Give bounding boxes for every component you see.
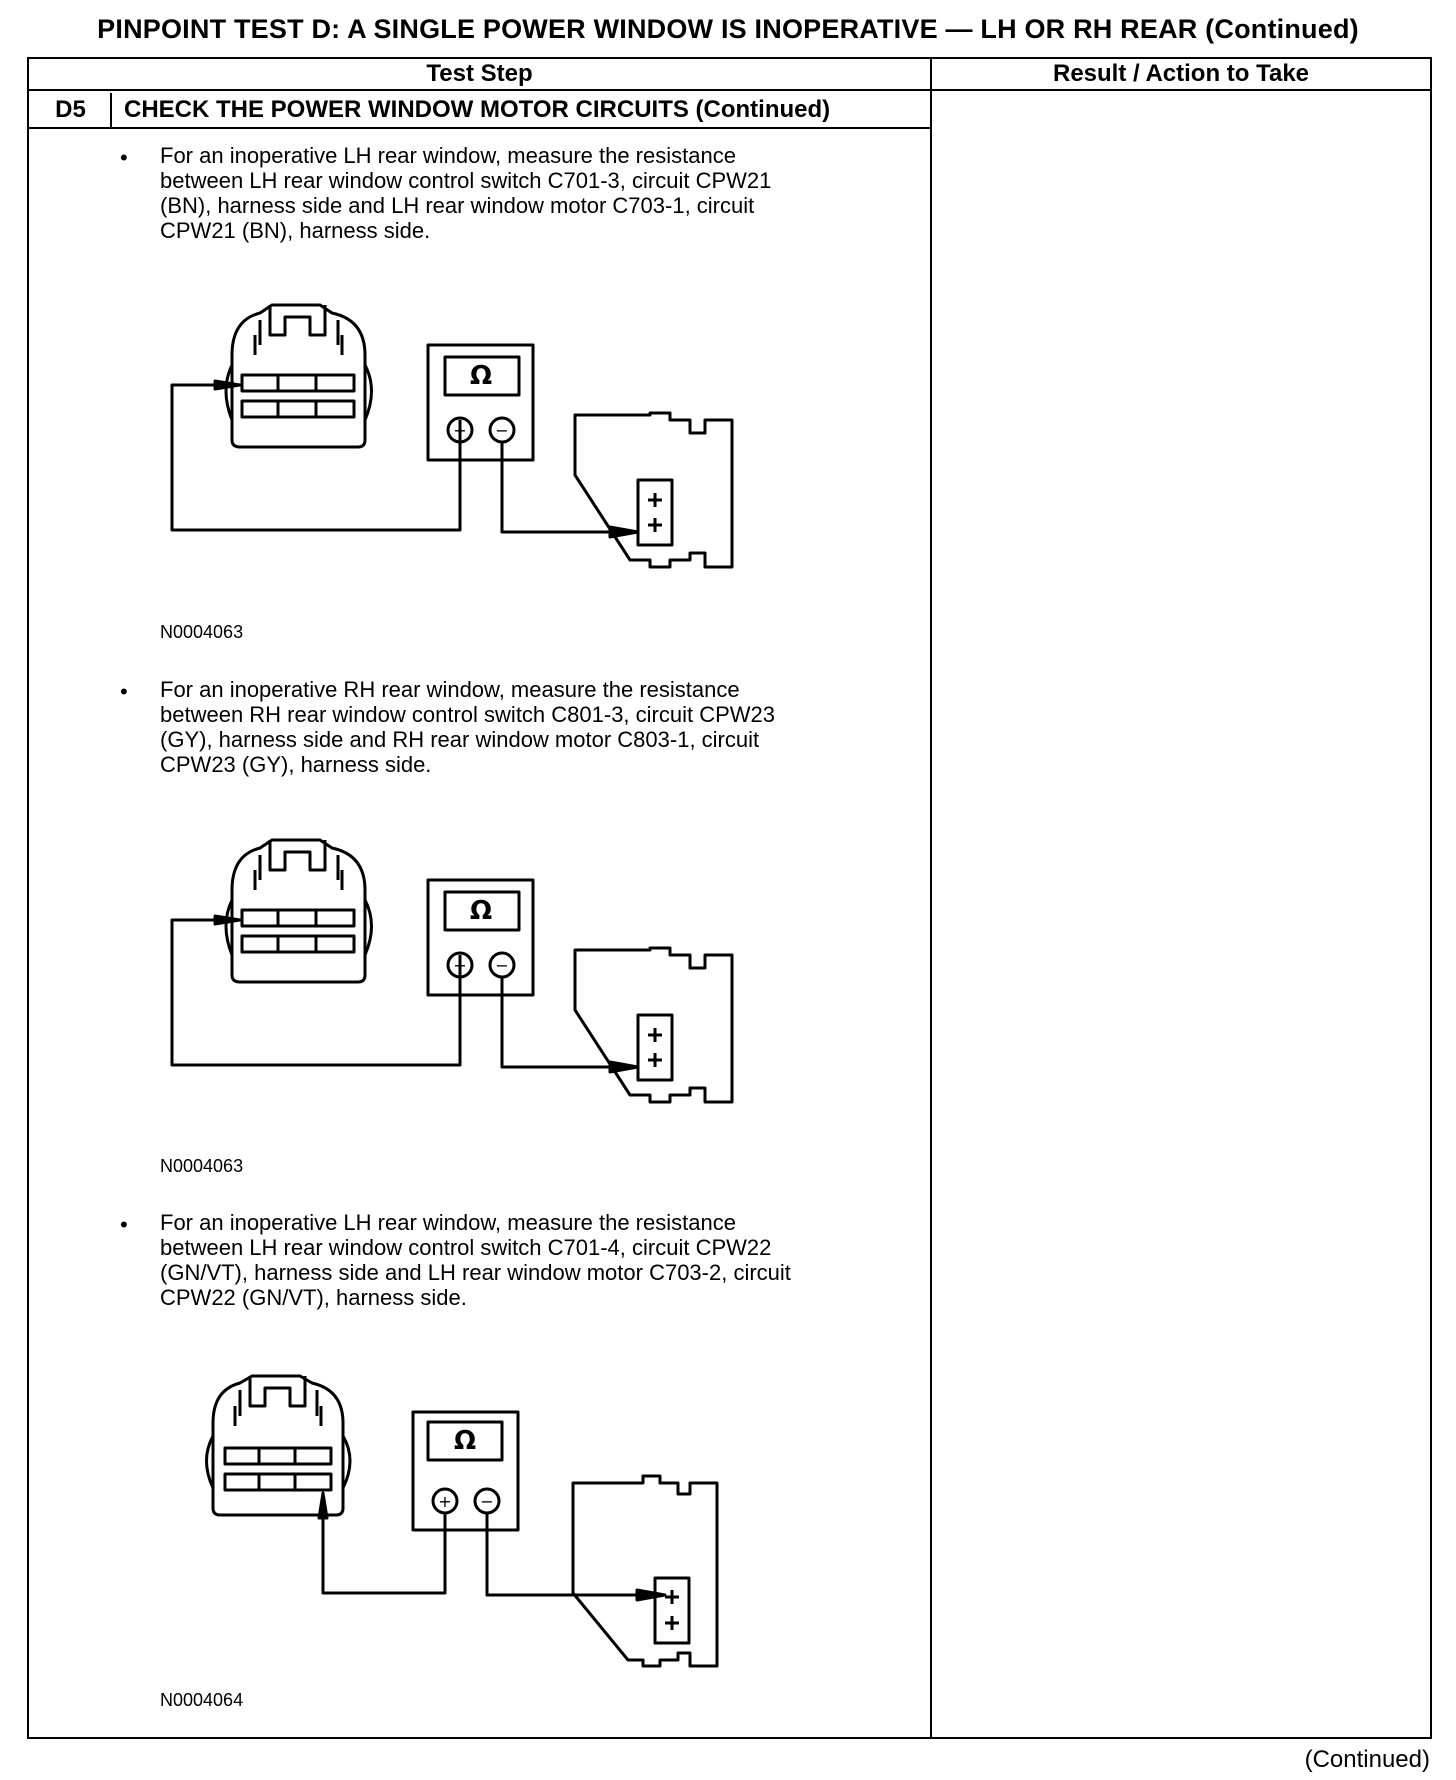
page-title: PINPOINT TEST D: A SINGLE POWER WINDOW IS INOPERATIVE — LH OR RH REAR (Continued) xyxy=(97,14,1359,44)
wiring-diagram xyxy=(195,1368,775,1678)
minus-terminal-label: − xyxy=(480,1492,494,1511)
header-rule xyxy=(27,89,1432,91)
instruction-line: (GN/VT), harness side and LH rear window motor C703-2, circuit xyxy=(160,1260,791,1285)
figure-id: N0004064 xyxy=(160,1690,244,1710)
wiring-diagram xyxy=(160,830,780,1130)
instruction-text xyxy=(160,1210,920,1310)
figure-id: N0004063 xyxy=(160,622,244,642)
plus-terminal-label: + xyxy=(453,956,467,975)
continued-label: (Continued) xyxy=(1304,1746,1430,1773)
bullet: • xyxy=(120,679,128,704)
minus-terminal-label: − xyxy=(495,421,509,440)
instruction-line: (BN), harness side and LH rear window motor C703-1, circuit xyxy=(160,193,755,218)
step-id-divider xyxy=(110,93,112,129)
instruction-line: between LH rear window control switch C701-4, circuit CPW22 xyxy=(160,1235,772,1260)
plus-terminal-label: + xyxy=(438,1492,452,1511)
bullet: • xyxy=(120,1212,128,1237)
switch-connector-latch xyxy=(270,840,325,870)
wiring-diagram xyxy=(160,295,780,595)
instruction-line: CPW22 (GN/VT), harness side. xyxy=(160,1285,467,1310)
header-result-action: Result / Action to Take xyxy=(1052,60,1310,87)
instruction-line: between RH rear window control switch C801-3, circuit CPW23 xyxy=(160,702,776,727)
switch-connector-latch xyxy=(250,1376,305,1406)
switch-connector-latch xyxy=(270,305,325,335)
header-test-step: Test Step xyxy=(426,60,533,87)
instruction-line: (GY), harness side and RH rear window motor C803-1, circuit xyxy=(160,727,760,752)
figure-id: N0004063 xyxy=(160,1156,244,1176)
ohm-symbol: Ω xyxy=(469,361,493,391)
motor-connector-body xyxy=(573,1476,717,1666)
meter-lead-negative xyxy=(502,977,638,1067)
minus-terminal-label: − xyxy=(495,956,509,975)
step-title: CHECK THE POWER WINDOW MOTOR CIRCUITS (Continued) xyxy=(124,96,831,123)
meter-lead-negative xyxy=(487,1513,665,1595)
instruction-line: For an inoperative LH rear window, measure the resistance xyxy=(160,143,736,168)
plus-terminal-label: + xyxy=(453,421,467,440)
meter-lead-positive xyxy=(323,1493,445,1593)
instruction-line: For an inoperative LH rear window, measure the resistance xyxy=(160,1210,736,1235)
instruction-text xyxy=(160,677,920,777)
instruction-line: between LH rear window control switch C701-3, circuit CPW21 xyxy=(160,168,772,193)
meter-lead-negative xyxy=(502,442,638,532)
instruction-text xyxy=(160,143,920,243)
instruction-line: CPW21 (BN), harness side. xyxy=(160,218,431,243)
step-id: D5 xyxy=(55,96,86,123)
instruction-line: For an inoperative RH rear window, measure the resistance xyxy=(160,677,740,702)
ohm-symbol: Ω xyxy=(453,1426,477,1456)
instruction-line: CPW23 (GY), harness side. xyxy=(160,752,432,777)
step-rule xyxy=(27,127,931,129)
ohm-symbol: Ω xyxy=(469,896,493,926)
bullet: • xyxy=(120,145,128,170)
column-divider xyxy=(930,57,932,1739)
